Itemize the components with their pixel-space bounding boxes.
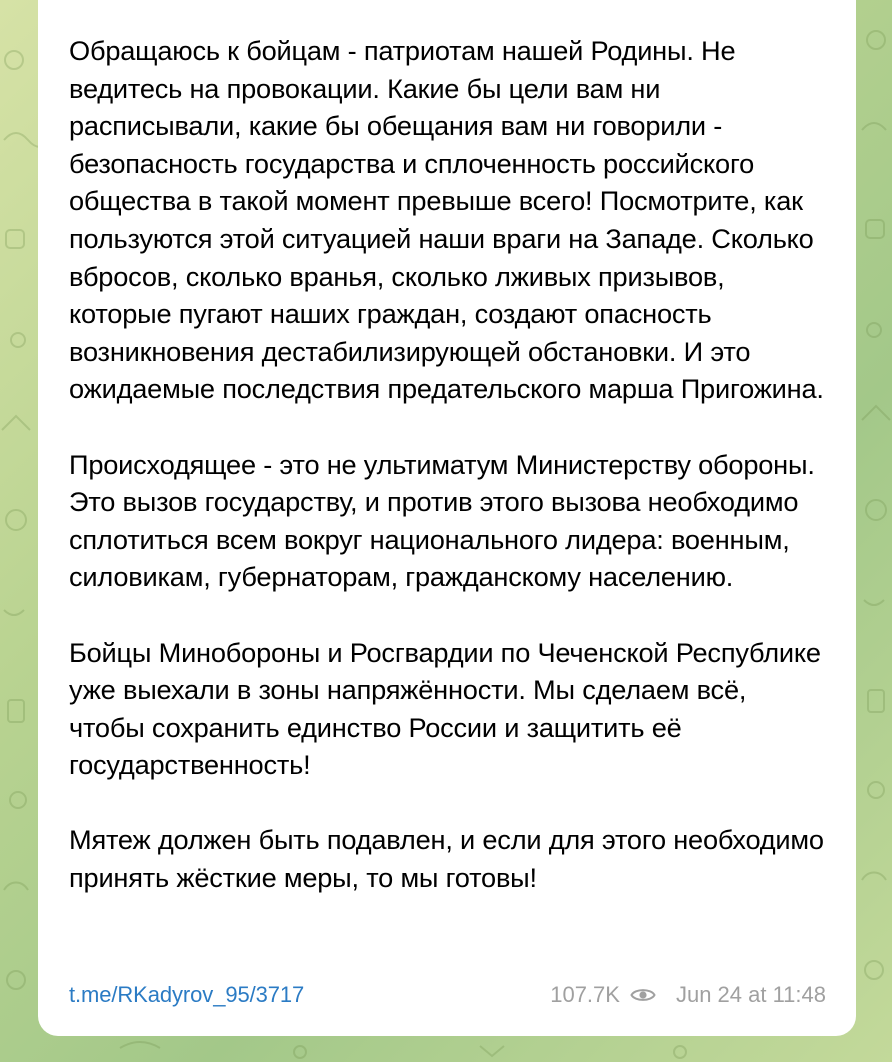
message-paragraph-2: Происходящее - это не ультиматум Министерству обороны. Это вызов государству, и против этого вызова необходимо сплотиться всем вокруг национального лидера: военным, силовикам, губернаторам, гражданскому населению. [69, 448, 815, 593]
view-count: 107.7K [550, 982, 620, 1007]
message-text [69, 32, 826, 897]
post-link[interactable]: t.me/RKadyrov_95/3717 [69, 982, 305, 1007]
message-paragraph-3: Бойцы Минобороны и Росгвардии по Чеченской Республике уже выехали в зоны напряжённости. Мы сделаем всё, чтобы сохранить единство России и защитить её государственность! [69, 636, 821, 781]
message-paragraph-4: Мятеж должен быть подавлен, и если для этого необходимо принять жёсткие меры, то мы готовы! [69, 824, 824, 894]
message-paragraph-1: Обращаюсь к бойцам - патриотам нашей Родины. Не ведитесь на провокации. Какие бы цели вам ни расписывали, какие бы обещания вам ни говорили - безопасность государства и сплоченность российского общества в такой момент превыше всего! Посмотрите, как пользуются этой ситуацией наши враги на Западе. Сколько вбросов, сколько вранья, сколько лживых призывов, которые пугают наших граждан, создают опасность возникновения дестабилизирующей обстановки. И это ожидаемые последствия предательского марша Пригожина. [69, 35, 824, 405]
message-footer [69, 980, 826, 1010]
message-bubble [38, 0, 856, 1036]
message-info [550, 982, 826, 1008]
eye-icon [630, 986, 656, 1004]
message-timestamp: Jun 24 at 11:48 [675, 982, 826, 1007]
